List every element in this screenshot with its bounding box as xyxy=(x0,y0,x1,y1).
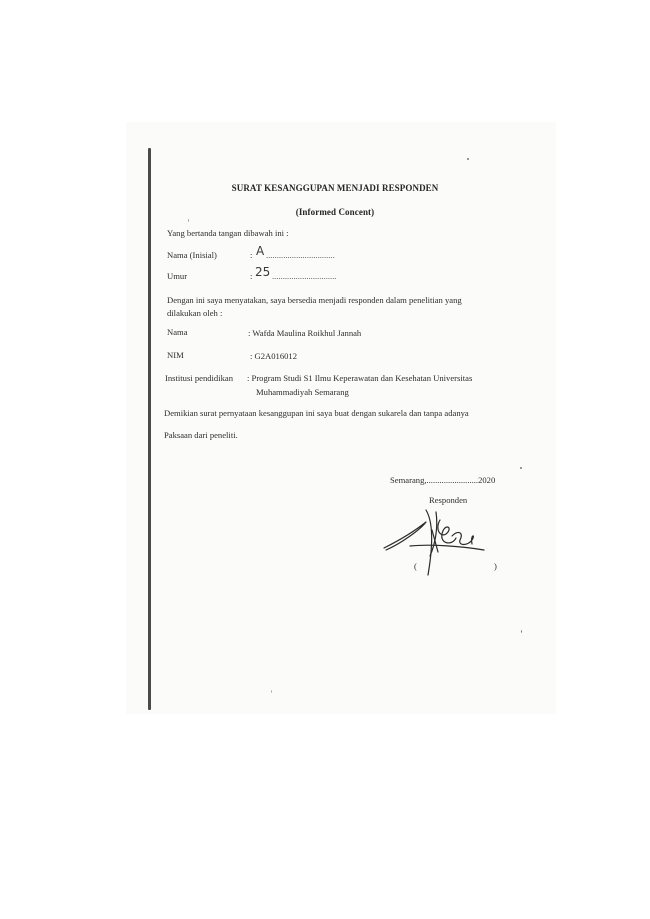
researcher-label-nim: NIM xyxy=(167,350,184,360)
signature xyxy=(380,500,500,580)
closing-line-1: Demikian surat pernyataan kesanggupan ini saya buat dengan sukarela dan tanpa adanya xyxy=(164,408,469,418)
statement-line-1: Dengan ini saya menyatakan, saya bersedia menjadi responden dalam penelitian yang xyxy=(167,295,462,305)
researcher-value-name: : Wafda Maulina Roikhul Jannah xyxy=(248,328,362,338)
field-label-initial: Nama (Inisial) xyxy=(167,250,217,260)
paren-open: ( xyxy=(414,561,417,571)
signer-role: Responden xyxy=(429,495,468,505)
intro-text: Yang bertanda tangan dibawah ini : xyxy=(167,228,289,238)
researcher-value-nim: : G2A016012 xyxy=(250,351,298,361)
dotted-line-age: .............................. xyxy=(272,271,337,281)
researcher-value-institution: : Program Studi S1 Ilmu Keperawatan dan Kesehatan Universitas xyxy=(247,373,473,383)
handwritten-age: 25 xyxy=(255,265,271,279)
researcher-value-institution-line2: Muhammadiyah Semarang xyxy=(256,387,349,397)
paren-close: ) xyxy=(494,561,497,571)
field-colon-age: : xyxy=(250,271,253,281)
scan-speck xyxy=(521,630,522,633)
scan-speck xyxy=(188,219,189,222)
handwritten-initial: A xyxy=(256,244,265,258)
scan-speck xyxy=(467,158,469,160)
statement-line-2: dilakukan oleh : xyxy=(167,308,223,318)
binding-edge-line xyxy=(148,148,151,710)
scan-speck xyxy=(271,690,272,693)
field-label-age: Umur xyxy=(167,271,188,281)
document-title: SURAT KESANGGUPAN MENJADI RESPONDEN xyxy=(231,183,439,193)
dotted-line-initial: ................................ xyxy=(266,250,335,260)
researcher-label-institution: Institusi pendidikan xyxy=(165,373,234,383)
closing-line-2: Paksaan dari peneliti. xyxy=(164,430,238,440)
researcher-label-name: Nama xyxy=(167,327,188,337)
scan-speck xyxy=(520,467,522,469)
document-subtitle: (Informed Concent) xyxy=(295,207,375,217)
field-colon-initial: : xyxy=(250,250,253,260)
place-date: Semarang,........................2020 xyxy=(390,475,496,485)
